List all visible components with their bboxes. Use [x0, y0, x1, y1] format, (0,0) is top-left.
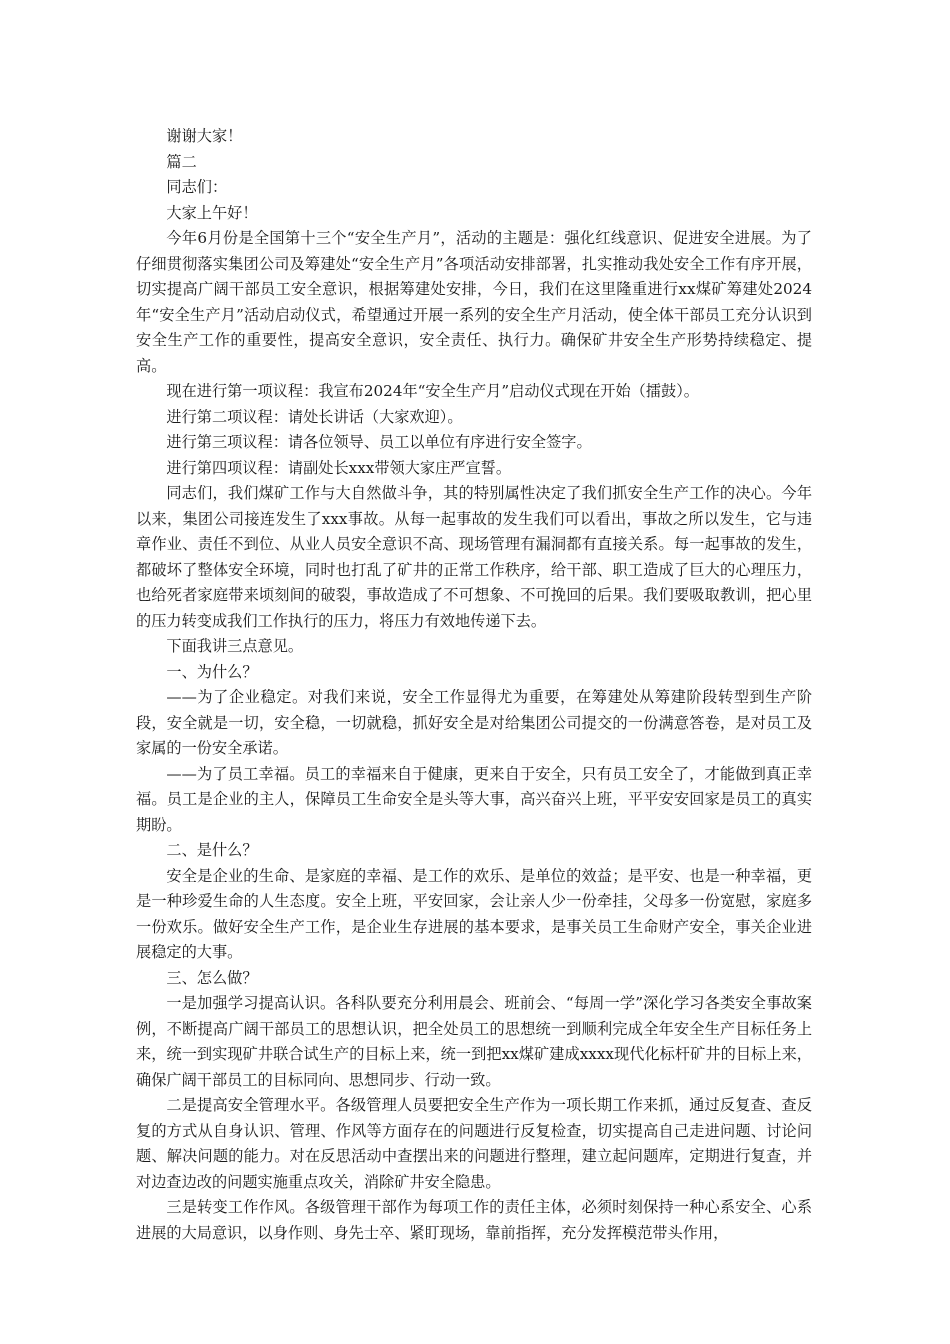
- salutation: 同志们：: [166, 178, 228, 196]
- agenda-item: 进行第二项议程：请处长讲话（大家欢迎）。: [166, 407, 463, 426]
- paragraph: 二是提高安全管理水平。各级管理人员要把安全生产作为一项长期工作来抓，通过反复查、查反复的方式从自身认识、管理、作风等方面存在的问题进行反复检查，切实提高自己走进问题、讨论问题、解决问题的能力。对在反思活动中查摆出来的问题进行整理，建立起问题库，定期进行复查，并对边查边改的问题实施重点攻关，消除矿井安全隐患。: [136, 1096, 812, 1191]
- paragraph: ——为了员工幸福。员工的幸福来自于健康，更来自于安全，只有员工安全了，才能做到真正幸福。员工是企业的主人，保障员工生命安全是头等大事，高兴奋兴上班，平平安安回家是员工的真实期盼。: [136, 764, 812, 834]
- section-heading: 三、怎么做？: [166, 968, 258, 987]
- greeting: 大家上午好！: [166, 203, 258, 222]
- document-body: [136, 124, 812, 1246]
- section-heading: 一、为什么？: [166, 662, 258, 681]
- paragraph: 三是转变工作作风。各级管理干部作为每项工作的责任主体，必须时刻保持一种心系安全、心系进展的大局意识，以身作则、身先士卒、紧盯现场，靠前指挥，充分发挥模范带头作用，: [136, 1198, 812, 1242]
- paragraph: ——为了企业稳定。对我们来说，安全工作显得尤为重要，在筹建处从筹建阶段转型到生产阶段，安全就是一切，安全稳，一切就稳，抓好安全是对给集团公司提交的一份满意答卷，是对员工及家属的一份安全承诺。: [136, 688, 812, 757]
- paragraph: 谢谢大家！: [166, 127, 243, 145]
- paragraph: 下面我讲三点意见。: [166, 637, 304, 655]
- paragraph: 一是加强学习提高认识。各科队要充分利用晨会、班前会、“每周一学”深化学习各类安全事故案例，不断提高广阔干部员工的思想认识，把全处员工的思想统一到顺利完成全年安全生产目标任务上来，统一到实现矿井联合试生产的目标上来，统一到把xx煤矿建成xxxx现代化标杆矿井的目标上来，确保广阔干部员工的目标同向、思想同步、行动一致。: [136, 994, 812, 1089]
- section-heading: 篇二: [166, 152, 197, 171]
- paragraph: 今年6月份是全国第十三个“安全生产月”，活动的主题是：强化红线意识、促进安全进展。为了仔细贯彻落实集团公司及筹建处“安全生产月”各项活动安排部署，扎实推动我处安全工作有序开展，切实提高广阔干部员工安全意识，根据筹建处安排，今日，我们在这里隆重进行xx煤矿筹建处2024年“安全生产月”活动启动仪式，希望通过开展一系列的安全生产月活动，使全体干部员工充分认识到安全生产工作的重要性，提高安全意识，安全责任、执行力。确保矿井安全生产形势持续稳定、提高。: [136, 229, 812, 375]
- agenda-item: 进行第四项议程：请副处长xxx带领大家庄严宣誓。: [166, 458, 512, 477]
- paragraph: 安全是企业的生命、是家庭的幸福、是工作的欢乐、是单位的效益；是平安、也是一种幸福，更是一种珍爱生命的人生态度。安全上班，平安回家，会让亲人少一份牵挂，父母多一份宽慰，家庭多一份欢乐。做好安全生产工作，是企业生存进展的基本要求，是事关员工生命财产安全，事关企业进展稳定的大事。: [136, 866, 812, 961]
- agenda-item: 进行第三项议程：请各位领导、员工以单位有序进行安全签字。: [166, 433, 592, 451]
- section-heading: 二、是什么？: [166, 841, 258, 859]
- paragraph: 同志们，我们煤矿工作与大自然做斗争，其的特别属性决定了我们抓安全生产工作的决心。今年以来，集团公司接连发生了xxx事故。从每一起事故的发生我们可以看出，事故之所以发生，它与违章作业、责任不到位、从业人员安全意识不高、现场管理有漏洞都有直接关系。每一起事故的发生，都破坏了整体安全环境，同时也打乱了矿井的正常工作秩序，给干部、职工造成了巨大的心理压力，也给死者家庭带来顷刻间的破裂，事故造成了不可想象、不可挽回的后果。我们要吸取教训，把心里的压力转变成我们工作执行的压力，将压力有效地传递下去。: [136, 484, 812, 630]
- agenda-item: 现在进行第一项议程：我宣布2024年“安全生产月”启动仪式现在开始（擂鼓）。: [166, 382, 699, 400]
